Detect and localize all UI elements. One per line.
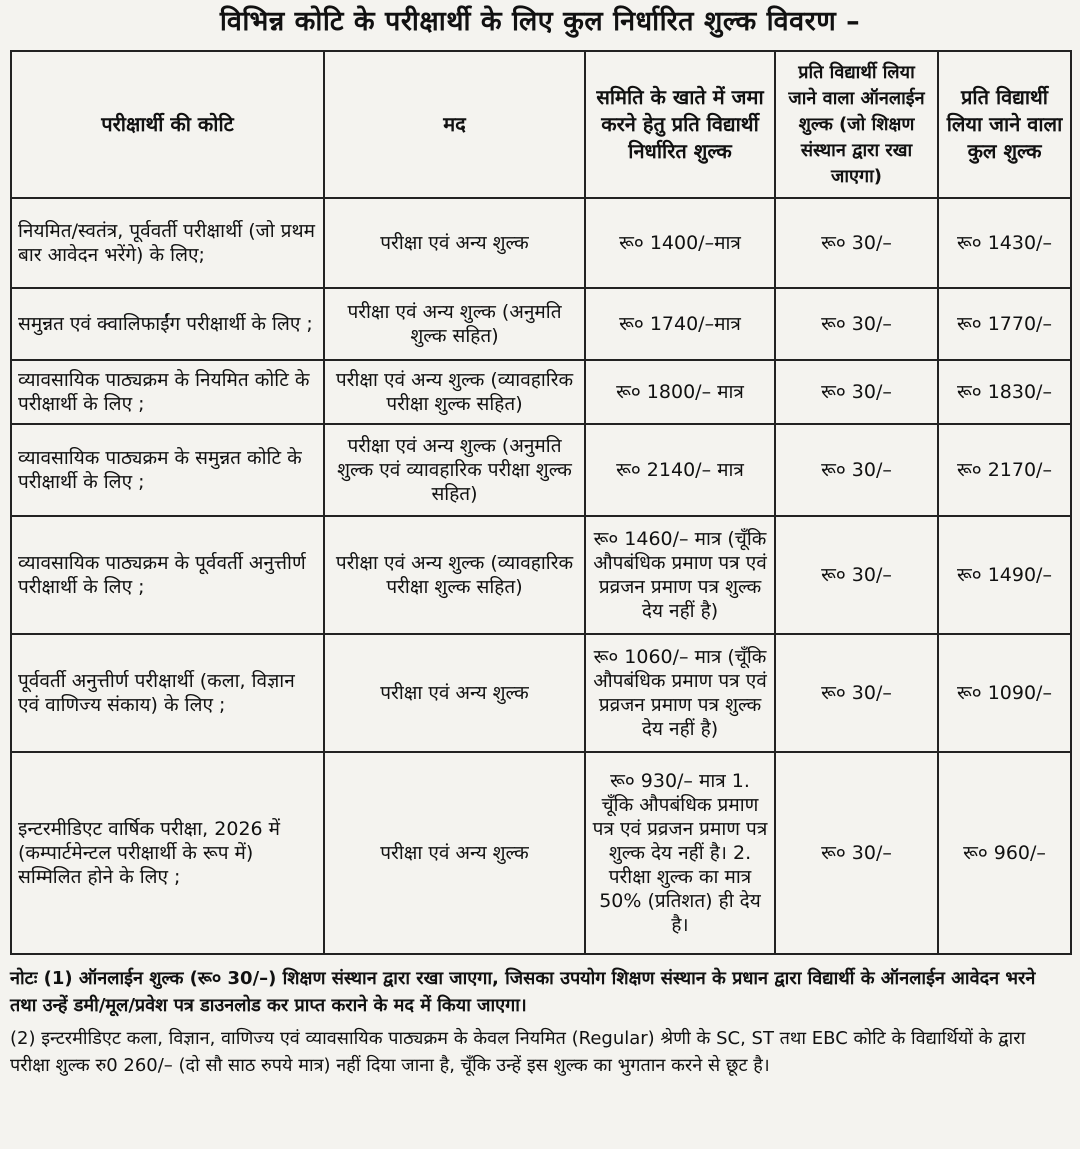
table-row [11,424,1071,516]
row-committee-fee: रू० 1800/– मात्र [585,360,775,424]
table-row [11,198,1071,288]
header-item: मद [324,51,585,198]
row-category: पूर्ववर्ती अनुत्तीर्ण परीक्षार्थी (कला, विज्ञान एवं वाणिज्य संकाय) के लिए ; [11,634,324,752]
row-committee-fee: रू० 1400/–मात्र [585,198,775,288]
row-total-fee: रू० 1430/– [938,198,1071,288]
row-online-fee: रू० 30/– [775,198,938,288]
note-online-fee: नोटः (1) ऑनलाईन शुल्क (रू० 30/–) शिक्षण संस्थान द्वारा रखा जाएगा, जिसका उपयोग शिक्षण संस्थान के प्रधान द्वारा विद्यार्थी के ऑनलाईन आवेदन भरने तथा उन्हें डमी/मूल/प्रवेश पत्र डाउनलोड कर प्राप्त कराने के मद में किया जाएगा। [10,968,1036,1016]
table-row [11,752,1071,954]
row-category: व्यावसायिक पाठ्यक्रम के पूर्ववर्ती अनुत्तीर्ण परीक्षार्थी के लिए ; [11,516,324,634]
header-committee-fee: समिति के खाते में जमा करने हेतु प्रति विद्यार्थी निर्धारित शुल्क [585,51,775,198]
document-title: विभिन्न कोटि के परीक्षार्थी के लिए कुल निर्धारित शुल्क विवरण – [219,6,861,37]
header-total-fee: प्रति विद्यार्थी लिया जाने वाला कुल शुल्क [938,51,1071,198]
row-online-fee: रू० 30/– [775,424,938,516]
row-item: परीक्षा एवं अन्य शुल्क [324,198,585,288]
table-row [11,634,1071,752]
note-fee-exemption: (2) इन्टरमीडिएट कला, विज्ञान, वाणिज्य एवं व्यावसायिक पाठ्यक्रम के केवल नियमित (Regular) श्रेणी के SC, ST तथा EBC कोटि के विद्यार्थियों के द्वारा परीक्षा शुल्क रु0 260/– (दो सौ साठ रुपये मात्र) नहीं दिया जाना है, चूँकि उन्हें इस शुल्क का भुगतान करने से छूट है। [10,1028,1026,1076]
row-total-fee: रू० 960/– [938,752,1071,954]
row-total-fee: रू० 1830/– [938,360,1071,424]
row-committee-fee: रू० 1740/–मात्र [585,288,775,360]
row-item: परीक्षा एवं अन्य शुल्क (व्यावहारिक परीक्षा शुल्क सहित) [324,360,585,424]
row-committee-fee: रू० 930/– मात्र 1. चूँकि औपबंधिक प्रमाण पत्र एवं प्रव्रजन प्रमाण पत्र शुल्क देय नहीं है। 2. परीक्षा शुल्क का मात्र 50% (प्रतिशत) ही देय है। [585,752,775,954]
row-total-fee: रू० 1090/– [938,634,1071,752]
row-committee-fee: रू० 1060/– मात्र (चूँकि औपबंधिक प्रमाण पत्र एवं प्रव्रजन प्रमाण पत्र शुल्क देय नहीं है) [585,634,775,752]
header-online-fee: प्रति विद्यार्थी लिया जाने वाला ऑनलाईन शुल्क (जो शिक्षण संस्थान द्वारा रखा जाएगा) [775,51,938,198]
row-total-fee: रू० 1770/– [938,288,1071,360]
row-committee-fee: रू० 1460/– मात्र (चूँकि औपबंधिक प्रमाण पत्र एवं प्रव्रजन प्रमाण पत्र शुल्क देय नहीं है) [585,516,775,634]
notes-section [10,965,1068,1085]
fee-table [10,50,1072,955]
row-item: परीक्षा एवं अन्य शुल्क (व्यावहारिक परीक्षा शुल्क सहित) [324,516,585,634]
row-online-fee: रू० 30/– [775,634,938,752]
table-row [11,288,1071,360]
row-online-fee: रू० 30/– [775,360,938,424]
row-online-fee: रू० 30/– [775,752,938,954]
row-item: परीक्षा एवं अन्य शुल्क [324,752,585,954]
row-item: परीक्षा एवं अन्य शुल्क (अनुमति शुल्क एवं व्यावहारिक परीक्षा शुल्क सहित) [324,424,585,516]
row-total-fee: रू० 1490/– [938,516,1071,634]
header-category: परीक्षार्थी की कोटि [11,51,324,198]
row-total-fee: रू० 2170/– [938,424,1071,516]
row-item: परीक्षा एवं अन्य शुल्क (अनुमति शुल्क सहित) [324,288,585,360]
row-item: परीक्षा एवं अन्य शुल्क [324,634,585,752]
row-category: व्यावसायिक पाठ्यक्रम के समुन्नत कोटि के परीक्षार्थी के लिए ; [11,424,324,516]
row-category: समुन्नत एवं क्वालिफाईंग परीक्षार्थी के लिए ; [11,288,324,360]
row-online-fee: रू० 30/– [775,516,938,634]
row-online-fee: रू० 30/– [775,288,938,360]
table-header-row [11,51,1071,198]
row-category: इन्टरमीडिएट वार्षिक परीक्षा, 2026 में (कम्पार्टमेन्टल परीक्षार्थी के रूप में) सम्मिलित होने के लिए ; [11,752,324,954]
row-committee-fee: रू० 2140/– मात्र [585,424,775,516]
table-row [11,360,1071,424]
row-category: नियमित/स्वतंत्र, पूर्ववर्ती परीक्षार्थी (जो प्रथम बार आवेदन भरेंगे) के लिए; [11,198,324,288]
row-category: व्यावसायिक पाठ्यक्रम के नियमित कोटि के परीक्षार्थी के लिए ; [11,360,324,424]
table-row [11,516,1071,634]
